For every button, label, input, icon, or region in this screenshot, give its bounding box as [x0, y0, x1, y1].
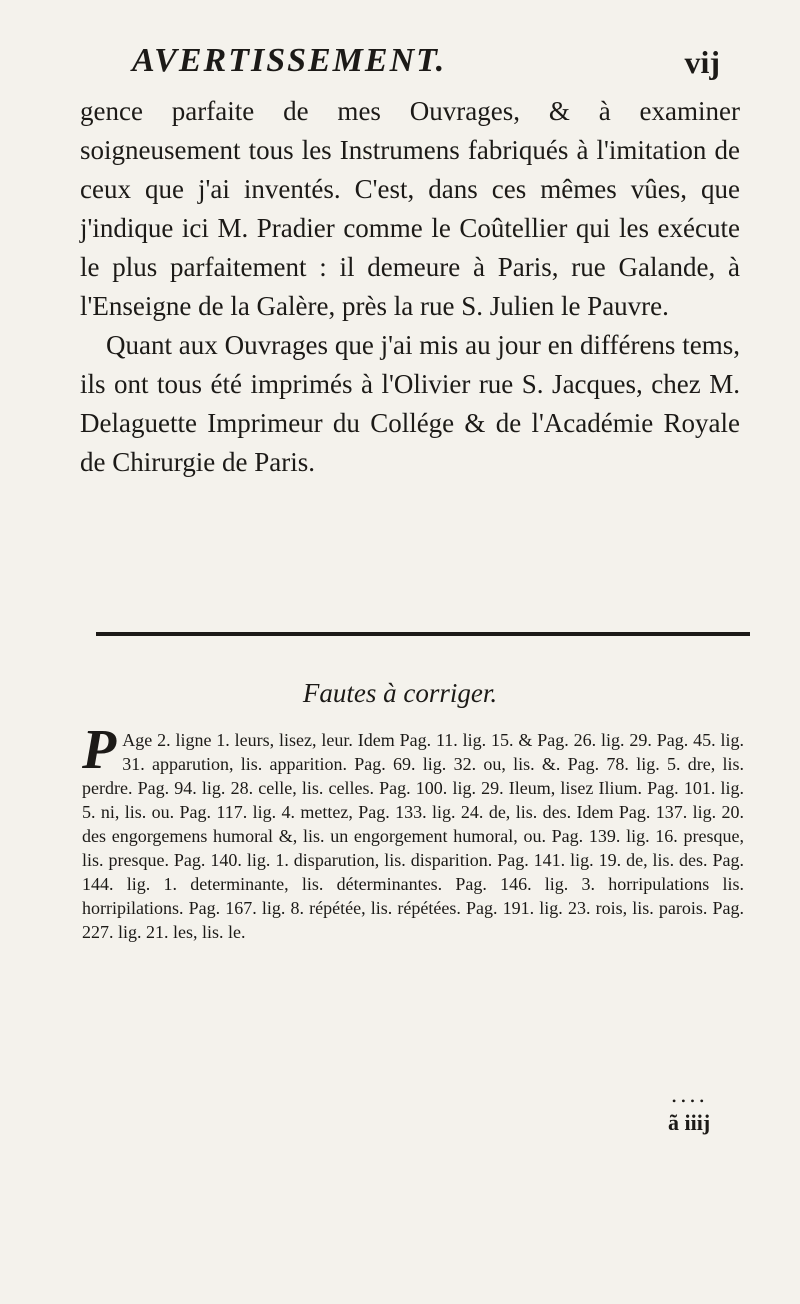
errata-title: Fautes à corriger.	[302, 678, 498, 708]
running-title: AVERTISSEMENT.	[132, 42, 447, 79]
body-paragraph: gence parfaite de mes Ouvrages, & à examiner soigneusement tous les Instrumens fabriqués à l'imitation de ceux que j'ai inventés. C'est, dans ces mêmes vûes, que j'indique ici M. Pradier comme le Coûtellier qui les exécute le plus parfaitement : il demeure à Paris, rue Galande, à l'Enseigne de la Galère, près la rue S. Julien le Pauvre.	[80, 96, 740, 321]
drop-cap: P	[82, 719, 117, 781]
errata-paragraph	[82, 719, 744, 944]
page-number: vij	[684, 44, 720, 80]
section-rule	[96, 632, 750, 636]
body-text	[80, 92, 740, 482]
running-head	[132, 42, 720, 86]
body-paragraph: Quant aux Ouvrages que j'ai mis au jour en différens tems, ils ont tous été imprimés à l'Olivier rue S. Jacques, chez M. Delaguette Imprimeur du Collége & de l'Académie Royale de Chirurgie de Paris.	[80, 330, 740, 477]
errata-list	[82, 719, 744, 944]
signature-mark: ã iiij	[668, 1110, 711, 1135]
errata-text: Age 2. ligne 1. leurs, lisez, leur. Idem Pag. 11. lig. 15. & Pag. 26. lig. 29. Pag. 45. lig. 31. apparution, lis. apparition. Pag. 69. lig. 32. ou, lis. &. Pag. 78. lig. 5. dre, lis. perdre. Pag. 94. lig. 28. celle, lis. celles. Pag. 100. lig. 29. Ileum, lisez Ilium. Pag. 101. lig. 5. ni, lis. ou. Pag. 117. lig. 4. mettez, Pag. 133. lig. 24. de, lis. des. Idem Pag. 137. lig. 20. des engorgemens humoral &, lis. un engorgement humoral, ou. Pag. 139. lig. 16. presque, lis. presque. Pag. 140. lig. 1. disparution, lis. disparition. Pag. 141. lig. 19. de, lis. des. Pag. 144. lig. 1. determinante, lis. déterminantes. Pag. 146. lig. 3. horripulations lis. horripilations. Pag. 167. lig. 8. répétée, lis. répétées. Pag. 191. lig. 23. rois, lis. parois. Pag. 227. lig. 21. les, lis. le.	[82, 730, 744, 942]
signature-ornament: • • • •	[672, 1094, 705, 1108]
